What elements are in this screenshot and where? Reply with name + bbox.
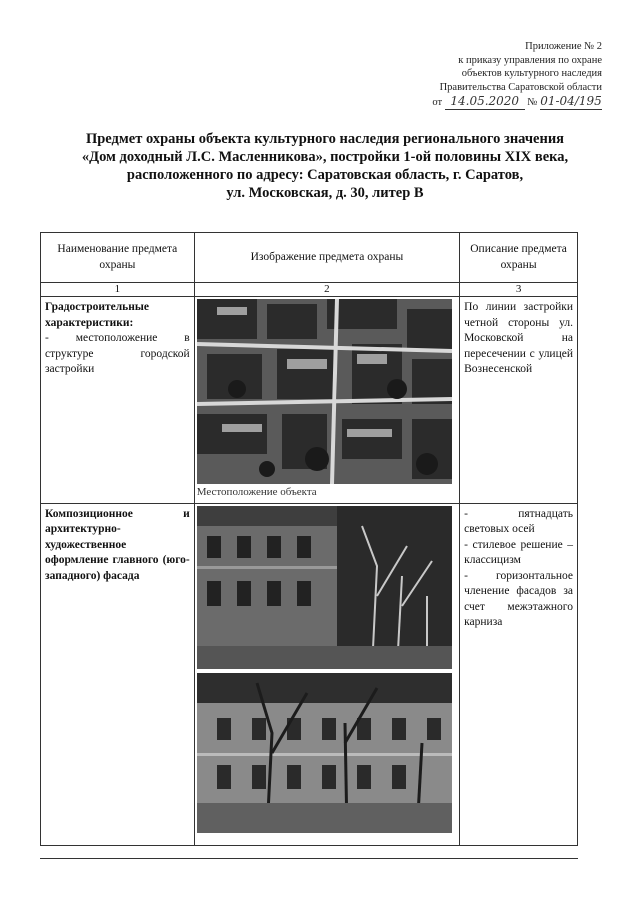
description-item: - горизонтальное членение фасадов за счет межэтажного карниза xyxy=(464,569,573,628)
header-name: Наименование предмета охраны xyxy=(41,233,195,283)
appendix-line: Приложение № 2 xyxy=(525,41,602,52)
from-label: от xyxy=(432,97,443,108)
title-line: ул. Московская, д. 30, литер В xyxy=(226,185,424,201)
col-number: 1 xyxy=(41,283,195,297)
facade-photo-1 xyxy=(197,506,452,669)
column-number-row xyxy=(41,283,578,297)
row-description-cell xyxy=(460,503,578,845)
order-number: 01-04/195 xyxy=(540,94,602,108)
title-line: Предмет охраны объекта культурного наследия регионального значения xyxy=(85,131,565,147)
facade-photo-2 xyxy=(197,673,452,833)
description-item: - стилевое решение – классицизм xyxy=(464,538,573,566)
col-number: 3 xyxy=(460,283,578,297)
image-caption: Местоположение объекта xyxy=(196,486,317,498)
row-name-text: - местоположение в структуре городской застройки xyxy=(45,332,190,375)
title-line: «Дом доходный Л.С. Масленникова», постройки 1-ой половины XIX века, xyxy=(81,149,569,165)
order-date: 14.05.2020 xyxy=(445,95,525,110)
row-name-bold: Композиционное и архитектурно-художественное оформление главного (юго-западного) фасада xyxy=(45,507,190,582)
number-label: № xyxy=(527,97,538,108)
row-description-cell: По линии застройки четной стороны ул. Московской на пересечении с улицей Вознесенской xyxy=(460,297,578,504)
description-item: - пятнадцать световых осей xyxy=(464,507,573,535)
document-title xyxy=(40,130,610,202)
appendix-line: объектов культурного наследия xyxy=(461,68,602,79)
aerial-photo xyxy=(197,299,452,484)
appendix-date-number xyxy=(372,95,602,110)
row-name-cell xyxy=(41,297,195,504)
table-header-row xyxy=(41,233,578,283)
table-bottom-border xyxy=(40,858,578,859)
title-line: расположенного по адресу: Саратовская область, г. Саратов, xyxy=(126,167,524,183)
appendix-line: к приказу управления по охране xyxy=(458,54,602,66)
table-row xyxy=(41,297,578,504)
appendix-line: Правительства Саратовской области xyxy=(439,81,602,93)
row-image-cell xyxy=(194,503,459,845)
header-image: Изображение предмета охраны xyxy=(194,233,459,283)
row-name-bold: Градостроительные характеристики: xyxy=(45,301,149,329)
row-image-cell xyxy=(194,297,459,504)
col-number: 2 xyxy=(194,283,459,297)
table-row xyxy=(41,503,578,845)
header-description: Описание предмета охраны xyxy=(460,233,578,283)
protection-table xyxy=(40,232,578,846)
appendix-block xyxy=(372,40,602,110)
row-name-cell xyxy=(41,503,195,845)
